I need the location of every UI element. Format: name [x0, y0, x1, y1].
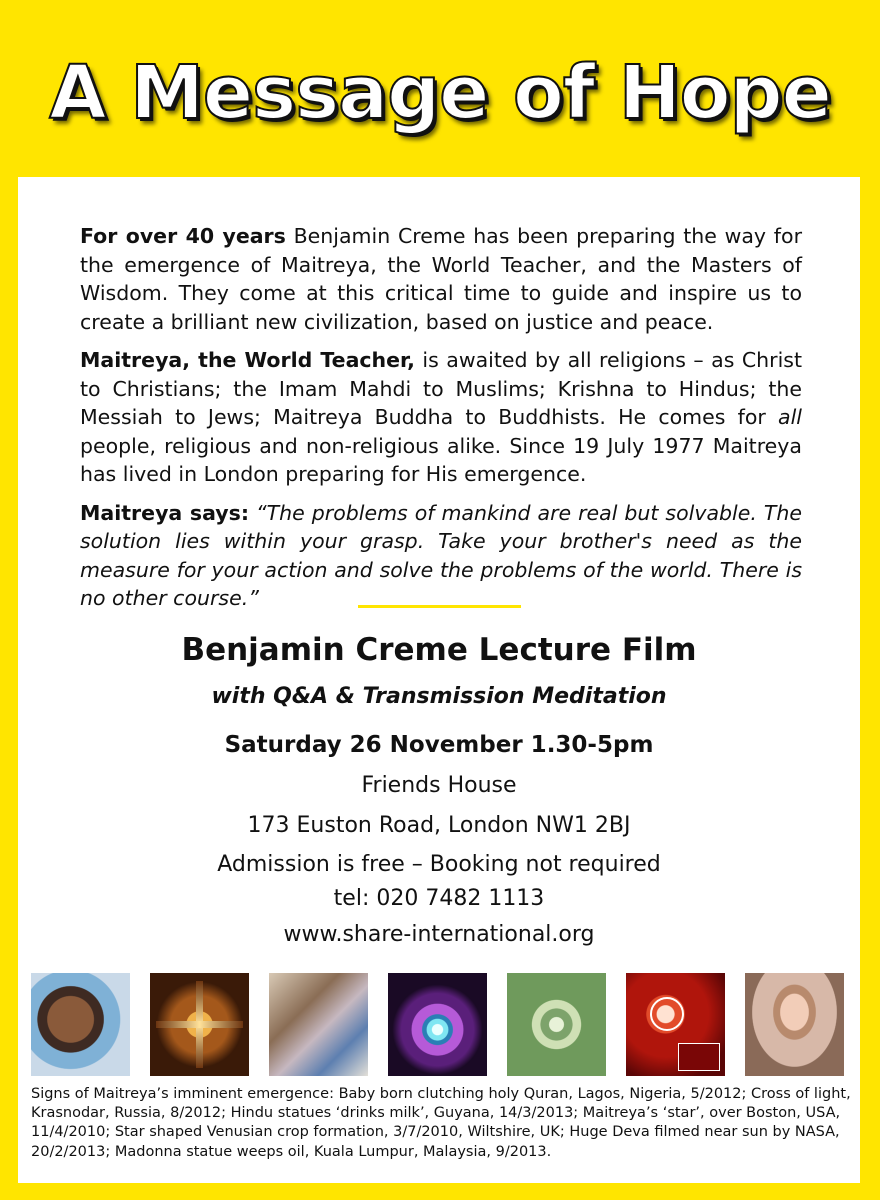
p2-bold: Maitreya, the World Teacher, [80, 348, 415, 372]
madonna-statue-photo [745, 973, 844, 1076]
event-telephone: tel: 020 7482 1113 [333, 886, 545, 911]
hindu-statue-photo [269, 973, 368, 1076]
divider-line [358, 605, 521, 608]
event-admission: Admission is free – Booking not required [217, 852, 661, 877]
event-subtitle: with Q&A & Transmission Meditation [211, 684, 667, 709]
photo-caption: Signs of Maitreya’s imminent emergence: Baby born clutching holy Quran, Lagos, Nigeria, 5/2012; Cross of light, Krasnodar, Russia, 8/2012; Hindu statues ‘drinks milk’, Guyana, 14/3/2013; Maitreya’s ‘star’, over Boston, USA, 11/4/2010; Star shaped Venusian crop formation, 3/7/2010, Wiltshire, UK; Huge Deva filmed near sun by NASA, 20/2/2013; Madonna statue weeps oil, Kuala Lumpur, Malaysia, 9/2013. [31, 1086, 851, 1160]
event-venue: Friends House [361, 773, 517, 798]
p2-text-a: is awaited by all religions – as Christ to Christians; the Imam Mahdi to Muslims; Krishna to Hindus; the Messiah to Jews; Maitreya Buddha to Buddhists. He comes for [80, 348, 803, 429]
event-address: 173 Euston Road, London NW1 2BJ [247, 813, 631, 838]
cross-of-light-photo [150, 973, 249, 1076]
paragraph-2 [80, 346, 802, 489]
p3-bold: Maitreya says: [80, 500, 250, 525]
crop-formation-photo [507, 973, 606, 1076]
content-panel [18, 177, 860, 1183]
poster-title: A Message of Hope [49, 50, 831, 136]
p1-text: Benjamin Creme has been preparing the way for the emergence of Maitreya, the World Teacher, and the Masters of Wisdom. They come at this critical time to guide and inspire us to create a brilliant new civilization, based on justice and peace. [80, 224, 802, 334]
p2-text-b: people, religious and non-religious alike. Since 19 July 1977 Maitreya has lived in London preparing for His emergence. [80, 433, 802, 486]
maitreya-star-photo [388, 973, 487, 1076]
intro-text [80, 222, 802, 623]
paragraph-3 [80, 499, 802, 613]
event-website-link[interactable]: www.share-international.org [283, 922, 595, 947]
paragraph-1 [80, 222, 802, 336]
maitreya-quote: “The problems of mankind are real but solvable. The solution lies within your grasp. Take your brother's need as the measure for your action and solve the problems of the world. There is no other course.” [80, 500, 802, 610]
sun-deva-photo [626, 973, 725, 1076]
p1-bold: For over 40 years [80, 224, 286, 248]
baby-photo [31, 973, 130, 1076]
p2-italic: all [778, 405, 802, 429]
event-title: Benjamin Creme Lecture Film [181, 632, 697, 668]
photo-strip [31, 973, 851, 1077]
event-date: Saturday 26 November 1.30-5pm [224, 732, 654, 758]
